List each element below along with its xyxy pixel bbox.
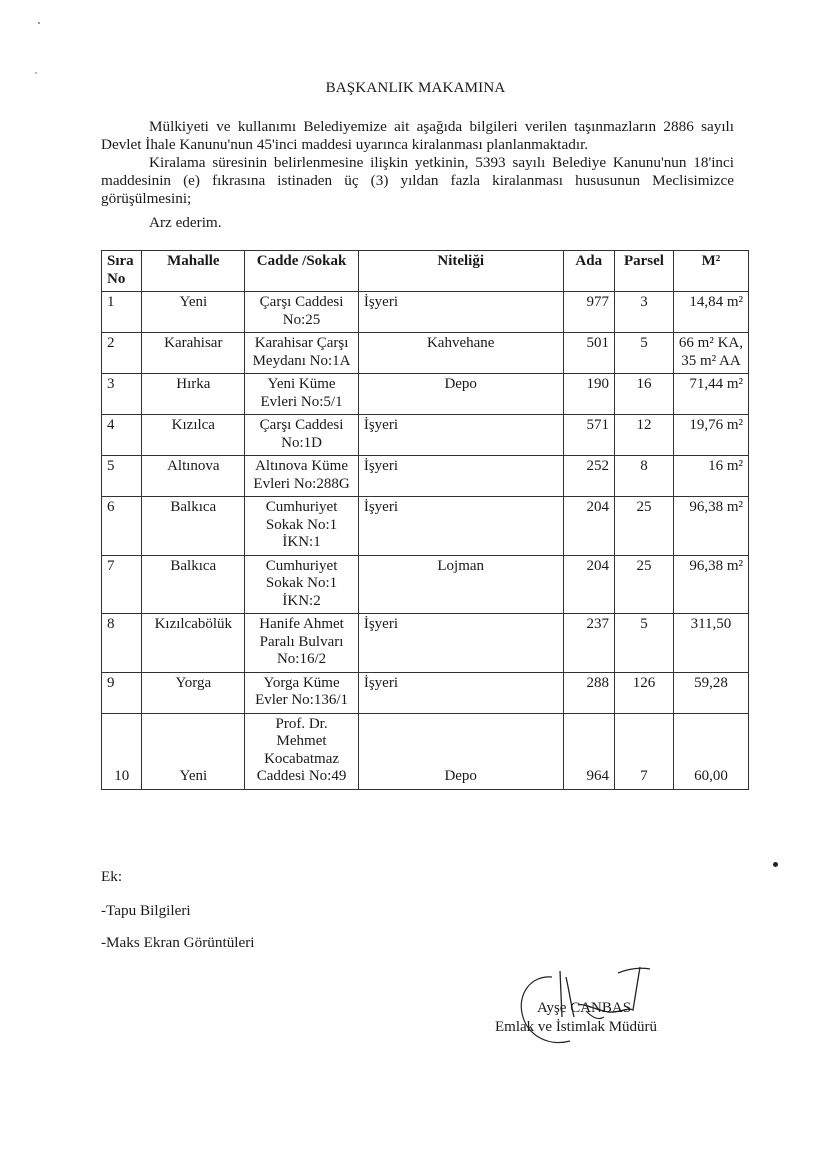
- cell-mahalle: Kızılcabölük: [142, 614, 245, 673]
- cell-ada: 571: [563, 415, 614, 456]
- cell-nitelik: İşyeri: [358, 614, 563, 673]
- cell-sira: 5: [102, 456, 142, 497]
- cell-cadde: Yeni Küme Evleri No:5/1: [245, 374, 359, 415]
- table-row: [102, 497, 749, 556]
- signatory-name: Ayşe CANBAS: [537, 1000, 632, 1016]
- cell-parsel: 25: [614, 497, 673, 556]
- cell-mahalle: Yorga: [142, 672, 245, 713]
- cell-cadde: Altınova Küme Evleri No:288G: [245, 456, 359, 497]
- cell-nitelik: İşyeri: [358, 415, 563, 456]
- cell-mahalle: Yeni: [142, 713, 245, 789]
- attachment-item: -Maks Ekran Görüntüleri: [101, 934, 255, 951]
- scan-dot: [773, 862, 778, 867]
- cell-parsel: 16: [614, 374, 673, 415]
- cell-ada: 204: [563, 497, 614, 556]
- cell-parsel: 8: [614, 456, 673, 497]
- cell-mahalle: Balkıca: [142, 555, 245, 614]
- scan-speck: [38, 22, 40, 24]
- header-m2: M²: [673, 251, 748, 292]
- cell-parsel: 12: [614, 415, 673, 456]
- property-table: [101, 250, 749, 790]
- header-cadde: Cadde /Sokak: [245, 251, 359, 292]
- cell-cadde: Karahisar Çarşı Meydanı No:1A: [245, 333, 359, 374]
- table-row: [102, 713, 749, 789]
- cell-sira: 10: [102, 713, 142, 789]
- table-row: [102, 374, 749, 415]
- header-ada: Ada: [563, 251, 614, 292]
- header-parsel: Parsel: [614, 251, 673, 292]
- table-row: [102, 456, 749, 497]
- cell-sira: 2: [102, 333, 142, 374]
- cell-m2: 60,00: [673, 713, 748, 789]
- scan-speck: [35, 72, 37, 74]
- cell-sira: 1: [102, 292, 142, 333]
- cell-cadde: Prof. Dr. Mehmet Kocabatmaz Caddesi No:49: [245, 713, 359, 789]
- cell-cadde: Çarşı Caddesi No:1D: [245, 415, 359, 456]
- header-sira: [102, 251, 142, 292]
- cell-mahalle: Altınova: [142, 456, 245, 497]
- cell-m2: 96,38 m²: [673, 497, 748, 556]
- cell-cadde: Hanife Ahmet Paralı Bulvarı No:16/2: [245, 614, 359, 673]
- cell-nitelik: İşyeri: [358, 497, 563, 556]
- paragraph-1-text: Mülkiyeti ve kullanımı Belediyemize ait aşağıda bilgileri verilen taşınmazların 2886 sayılı Devlet İhale Kanunu'nun 45'inci maddesi uyarınca kiralanması planlanmaktadır.: [101, 118, 734, 153]
- cell-nitelik: Lojman: [358, 555, 563, 614]
- cell-nitelik: İşyeri: [358, 292, 563, 333]
- cell-m2: 96,38 m²: [673, 555, 748, 614]
- header-sira-line1: Sıra: [107, 253, 134, 269]
- cell-cadde: Çarşı Caddesi No:25: [245, 292, 359, 333]
- cell-sira: 4: [102, 415, 142, 456]
- cell-m2: 59,28: [673, 672, 748, 713]
- table-header-row: [102, 251, 749, 292]
- cell-ada: 237: [563, 614, 614, 673]
- cell-mahalle: Yeni: [142, 292, 245, 333]
- cell-m2: 71,44 m²: [673, 374, 748, 415]
- cell-parsel: 7: [614, 713, 673, 789]
- cell-nitelik: Kahvehane: [358, 333, 563, 374]
- cell-nitelik: Depo: [358, 713, 563, 789]
- cell-mahalle: Hırka: [142, 374, 245, 415]
- cell-m2: 66 m² KA, 35 m² AA: [673, 333, 748, 374]
- table-row: [102, 672, 749, 713]
- cell-mahalle: Kızılca: [142, 415, 245, 456]
- cell-mahalle: Karahisar: [142, 333, 245, 374]
- cell-ada: 190: [563, 374, 614, 415]
- header-mahalle: Mahalle: [142, 251, 245, 292]
- cell-cadde: Cumhuriyet Sokak No:1 İKN:1: [245, 497, 359, 556]
- cell-ada: 252: [563, 456, 614, 497]
- cell-parsel: 5: [614, 614, 673, 673]
- table-row: [102, 333, 749, 374]
- cell-sira: 8: [102, 614, 142, 673]
- cell-ada: 977: [563, 292, 614, 333]
- paragraph-1: [101, 118, 734, 154]
- document-title: BAŞKANLIK MAKAMINA: [325, 80, 506, 96]
- cell-mahalle: Balkıca: [142, 497, 245, 556]
- header-nitelik: Niteliği: [358, 251, 563, 292]
- cell-cadde: Cumhuriyet Sokak No:1 İKN:2: [245, 555, 359, 614]
- table-row: [102, 555, 749, 614]
- attachment-item: -Tapu Bilgileri: [101, 902, 191, 919]
- cell-sira: 9: [102, 672, 142, 713]
- cell-ada: 964: [563, 713, 614, 789]
- table-row: [102, 614, 749, 673]
- cell-sira: 3: [102, 374, 142, 415]
- cell-parsel: 5: [614, 333, 673, 374]
- cell-m2: 19,76 m²: [673, 415, 748, 456]
- cell-nitelik: İşyeri: [358, 672, 563, 713]
- table-row: [102, 415, 749, 456]
- cell-parsel: 25: [614, 555, 673, 614]
- cell-nitelik: İşyeri: [358, 456, 563, 497]
- cell-sira: 6: [102, 497, 142, 556]
- cell-m2: 16 m²: [673, 456, 748, 497]
- cell-m2: 311,50: [673, 614, 748, 673]
- attachments-label: Ek:: [101, 868, 123, 885]
- cell-cadde: Yorga Küme Evler No:136/1: [245, 672, 359, 713]
- paragraph-2: [101, 154, 734, 208]
- cell-nitelik: Depo: [358, 374, 563, 415]
- cell-sira: 7: [102, 555, 142, 614]
- cell-ada: 288: [563, 672, 614, 713]
- paragraph-2-text: Kiralama süresinin belirlenmesine ilişkin yetkinin, 5393 sayılı Belediye Kanunu'nun 18'inci maddesinin (e) fıkrasına istinaden üç (3) yıldan fazla kiralanması hususunun Meclisimizce görüşülmesini;: [101, 154, 734, 207]
- closing-text: Arz ederim.: [149, 214, 222, 231]
- cell-ada: 501: [563, 333, 614, 374]
- cell-parsel: 3: [614, 292, 673, 333]
- signatory-title: Emlak ve İstimlak Müdürü: [495, 1019, 658, 1035]
- cell-parsel: 126: [614, 672, 673, 713]
- cell-m2: 14,84 m²: [673, 292, 748, 333]
- table-row: [102, 292, 749, 333]
- header-sira-line2: No: [107, 270, 126, 287]
- cell-ada: 204: [563, 555, 614, 614]
